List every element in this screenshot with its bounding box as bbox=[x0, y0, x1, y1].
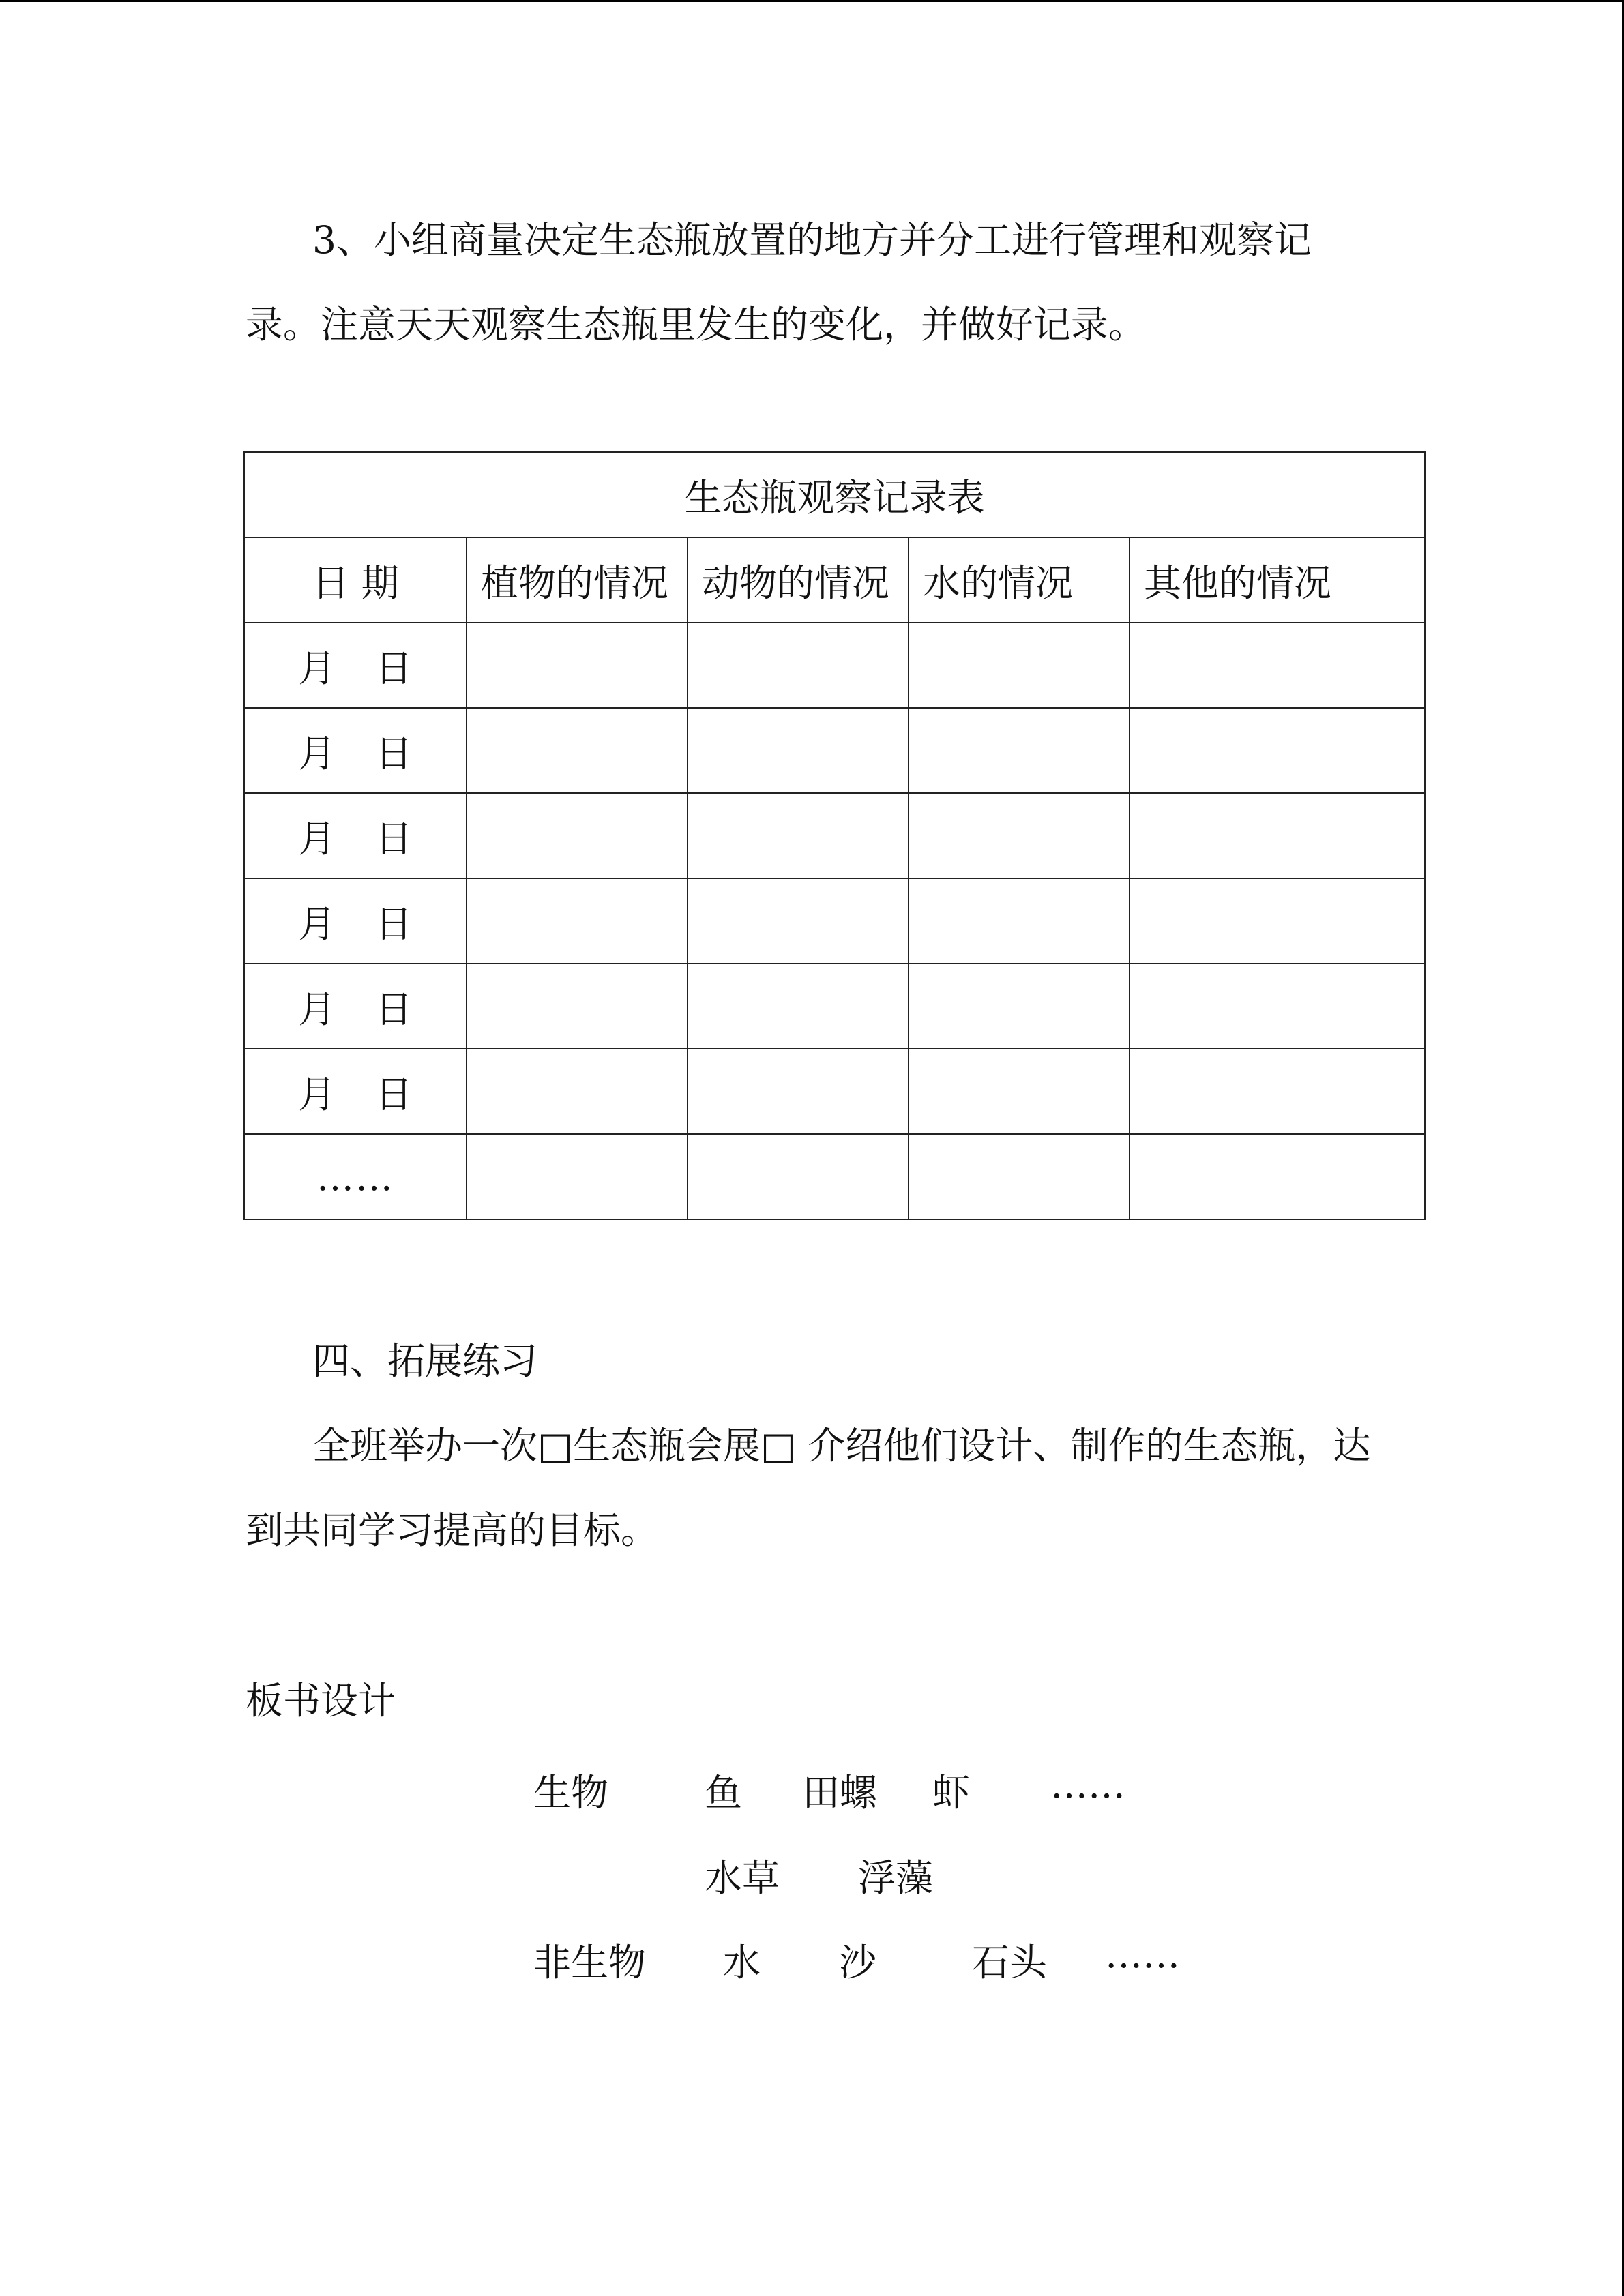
table-row bbox=[244, 623, 1425, 708]
animals-cell bbox=[688, 793, 909, 878]
water-cell bbox=[909, 623, 1130, 708]
animals-cell bbox=[688, 878, 909, 964]
other-cell bbox=[1130, 1049, 1425, 1134]
table-row bbox=[244, 708, 1425, 793]
observation-record-table bbox=[243, 451, 1426, 1220]
board-shrimp: 虾 bbox=[932, 1771, 971, 1815]
plants-cell bbox=[467, 793, 688, 878]
extension-heading: 四、拓展练习 bbox=[312, 1339, 538, 1383]
ellipsis-cell: …… bbox=[244, 1134, 467, 1219]
page-top-border bbox=[0, 0, 1624, 2]
animals-cell bbox=[688, 623, 909, 708]
board-algae: 浮藻 bbox=[858, 1856, 934, 1900]
plants-cell bbox=[467, 708, 688, 793]
date-cell: 月 日 bbox=[244, 964, 467, 1049]
board-sand: 沙 bbox=[839, 1941, 877, 1984]
header-animals: 动物的情况 bbox=[688, 537, 909, 623]
board-water: 水 bbox=[723, 1941, 761, 1984]
date-cell: 月 日 bbox=[244, 623, 467, 708]
header-water: 水的情况 bbox=[909, 537, 1130, 623]
animals-cell bbox=[688, 708, 909, 793]
extension-line1: 全班举办一次□生态瓶会展□ 介绍他们设计、制作的生态瓶，达 bbox=[312, 1424, 1371, 1467]
board-fish: 鱼 bbox=[705, 1771, 743, 1815]
board-living-ellipsis: …… bbox=[1050, 1763, 1125, 1806]
animals-cell bbox=[688, 1049, 909, 1134]
other-cell bbox=[1130, 878, 1425, 964]
water-cell bbox=[909, 1049, 1130, 1134]
board-row-nonliving bbox=[0, 1933, 1624, 1984]
plants-cell bbox=[467, 1049, 688, 1134]
plants-cell bbox=[467, 878, 688, 964]
table-row bbox=[244, 1049, 1425, 1134]
board-heading: 板书设计 bbox=[246, 1679, 396, 1723]
header-date: 日 期 bbox=[244, 537, 467, 623]
table-row bbox=[244, 1134, 1425, 1219]
animals-cell bbox=[688, 964, 909, 1049]
other-cell bbox=[1130, 793, 1425, 878]
board-row-plants bbox=[0, 1848, 1624, 1900]
table-title: 生态瓶观察记录表 bbox=[244, 452, 1425, 537]
extension-line2: 到共同学习提高的目标。 bbox=[246, 1508, 659, 1552]
board-stone: 石头 bbox=[972, 1941, 1048, 1984]
other-cell bbox=[1130, 1134, 1425, 1219]
board-nonliving-label: 非生物 bbox=[533, 1941, 647, 1984]
other-cell bbox=[1130, 623, 1425, 708]
plants-cell bbox=[467, 1134, 688, 1219]
header-plants: 植物的情况 bbox=[467, 537, 688, 623]
date-cell: 月 日 bbox=[244, 1049, 467, 1134]
table-row bbox=[244, 878, 1425, 964]
section3-line2: 录。注意天天观察生态瓶里发生的变化，并做好记录。 bbox=[246, 303, 1147, 346]
date-cell: 月 日 bbox=[244, 793, 467, 878]
water-cell bbox=[909, 878, 1130, 964]
table-row bbox=[244, 793, 1425, 878]
water-cell bbox=[909, 964, 1130, 1049]
plants-cell bbox=[467, 623, 688, 708]
date-cell: 月 日 bbox=[244, 878, 467, 964]
table-row bbox=[244, 964, 1425, 1049]
other-cell bbox=[1130, 964, 1425, 1049]
other-cell bbox=[1130, 708, 1425, 793]
header-other: 其他的情况 bbox=[1130, 537, 1425, 623]
water-cell bbox=[909, 1134, 1130, 1219]
board-row-living bbox=[0, 1763, 1624, 1815]
board-nonliving-ellipsis: …… bbox=[1105, 1933, 1180, 1976]
board-snail: 田螺 bbox=[802, 1771, 878, 1815]
table-title-row bbox=[244, 452, 1425, 537]
board-waterweed: 水草 bbox=[705, 1856, 780, 1900]
section3-line1: 3、小组商量决定生态瓶放置的地方并分工进行管理和观察记 bbox=[312, 218, 1312, 262]
plants-cell bbox=[467, 964, 688, 1049]
table-header-row bbox=[244, 537, 1425, 623]
date-cell: 月 日 bbox=[244, 708, 467, 793]
water-cell bbox=[909, 793, 1130, 878]
board-living-label: 生物 bbox=[533, 1771, 609, 1815]
animals-cell bbox=[688, 1134, 909, 1219]
water-cell bbox=[909, 708, 1130, 793]
